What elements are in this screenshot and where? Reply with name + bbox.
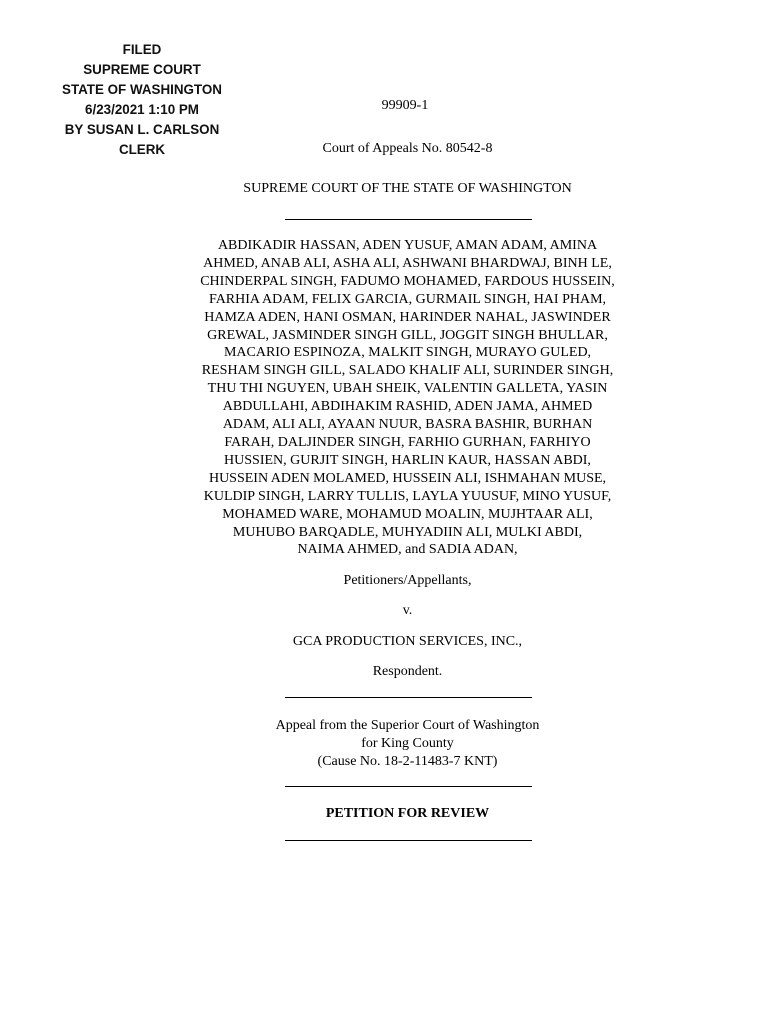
divider-rule <box>285 786 532 787</box>
versus: v. <box>402 603 413 618</box>
petitioners-list <box>150 237 665 559</box>
petitioner-line: HUSSIEN, GURJIT SINGH, HARLIN KAUR, HASSAN ABDI, <box>224 452 591 468</box>
stamp-state: STATE OF WASHINGTON <box>62 82 222 97</box>
petitioner-line: THU THI NGUYEN, UBAH SHEIK, VALENTIN GALLETA, YASIN <box>207 381 608 397</box>
case-number: 99909-1 <box>381 98 429 113</box>
court-name: SUPREME COURT OF THE STATE OF WASHINGTON <box>243 181 572 196</box>
divider-rule <box>285 697 532 698</box>
stamp-court: SUPREME COURT <box>83 62 201 77</box>
petitioner-line: CHINDERPAL SINGH, FADUMO MOHAMED, FARDOUS HUSSEIN, <box>200 273 615 289</box>
petitioner-line: KULDIP SINGH, LARRY TULLIS, LAYLA YUUSUF, MINO YUSUF, <box>203 488 612 504</box>
appeal-line-3: (Cause No. 18-2-11483-7 KNT) <box>317 754 498 769</box>
petitioner-line: MOHAMED WARE, MOHAMUD MOALIN, MUJHTAAR ALI, <box>222 506 593 522</box>
petitioner-line: NAIMA AHMED, and SADIA ADAN, <box>297 542 518 558</box>
document-title: PETITION FOR REVIEW <box>325 806 490 821</box>
appeal-line-1: Appeal from the Superior Court of Washington <box>275 718 540 733</box>
petitioner-line: FARHIA ADAM, FELIX GARCIA, GURMAIL SINGH, HAI PHAM, <box>208 291 607 307</box>
petitioner-line: AHMED, ANAB ALI, ASHA ALI, ASHWANI BHARDWAJ, BINH LE, <box>203 255 612 271</box>
stamp-datetime: 6/23/2021 1:10 PM <box>85 102 199 117</box>
divider-rule <box>285 840 532 841</box>
petitioner-line: ABDULLAHI, ABDIHAKIM RASHID, ADEN JAMA, AHMED <box>222 399 593 415</box>
petitioner-line: MUHUBO BARQADLE, MUHYADIIN ALI, MULKI ABDI, <box>232 524 583 540</box>
appeal-line-2: for King County <box>361 736 454 751</box>
stamp-filed: FILED <box>122 42 162 57</box>
petitioner-line: HUSSEIN ADEN MOLAMED, HUSSEIN ALI, ISHMAHAN MUSE, <box>208 470 607 486</box>
divider-rule <box>285 219 532 220</box>
stamp-clerk-title: CLERK <box>118 142 166 157</box>
petitioner-line: MACARIO ESPINOZA, MALKIT SINGH, MURAYO GULED, <box>223 345 592 361</box>
petitioner-line: HAMZA ADEN, HANI OSMAN, HARINDER NAHAL, JASWINDER <box>204 309 611 325</box>
stamp-clerk-name: BY SUSAN L. CARLSON <box>64 122 220 137</box>
petitioner-line: GREWAL, JASMINDER SINGH GILL, JOGGIT SINGH BHULLAR, <box>207 327 608 343</box>
petitioner-line: FARAH, DALJINDER SINGH, FARHIO GURHAN, FARHIYO <box>224 434 591 450</box>
court-of-appeals-number: Court of Appeals No. 80542-8 <box>322 141 493 156</box>
petitioners-role: Petitioners/Appellants, <box>343 573 472 588</box>
petitioner-line: ABDIKADIR HASSAN, ADEN YUSUF, AMAN ADAM, AMINA <box>217 238 598 253</box>
respondent-name: GCA PRODUCTION SERVICES, INC., <box>292 634 523 649</box>
petitioner-line: RESHAM SINGH GILL, SALADO KHALIF ALI, SURINDER SINGH, <box>201 363 614 379</box>
respondent-role: Respondent. <box>372 664 443 679</box>
petitioner-line: ADAM, ALI ALI, AYAAN NUUR, BASRA BASHIR, BURHAN <box>222 417 593 433</box>
appeal-info <box>150 717 665 771</box>
